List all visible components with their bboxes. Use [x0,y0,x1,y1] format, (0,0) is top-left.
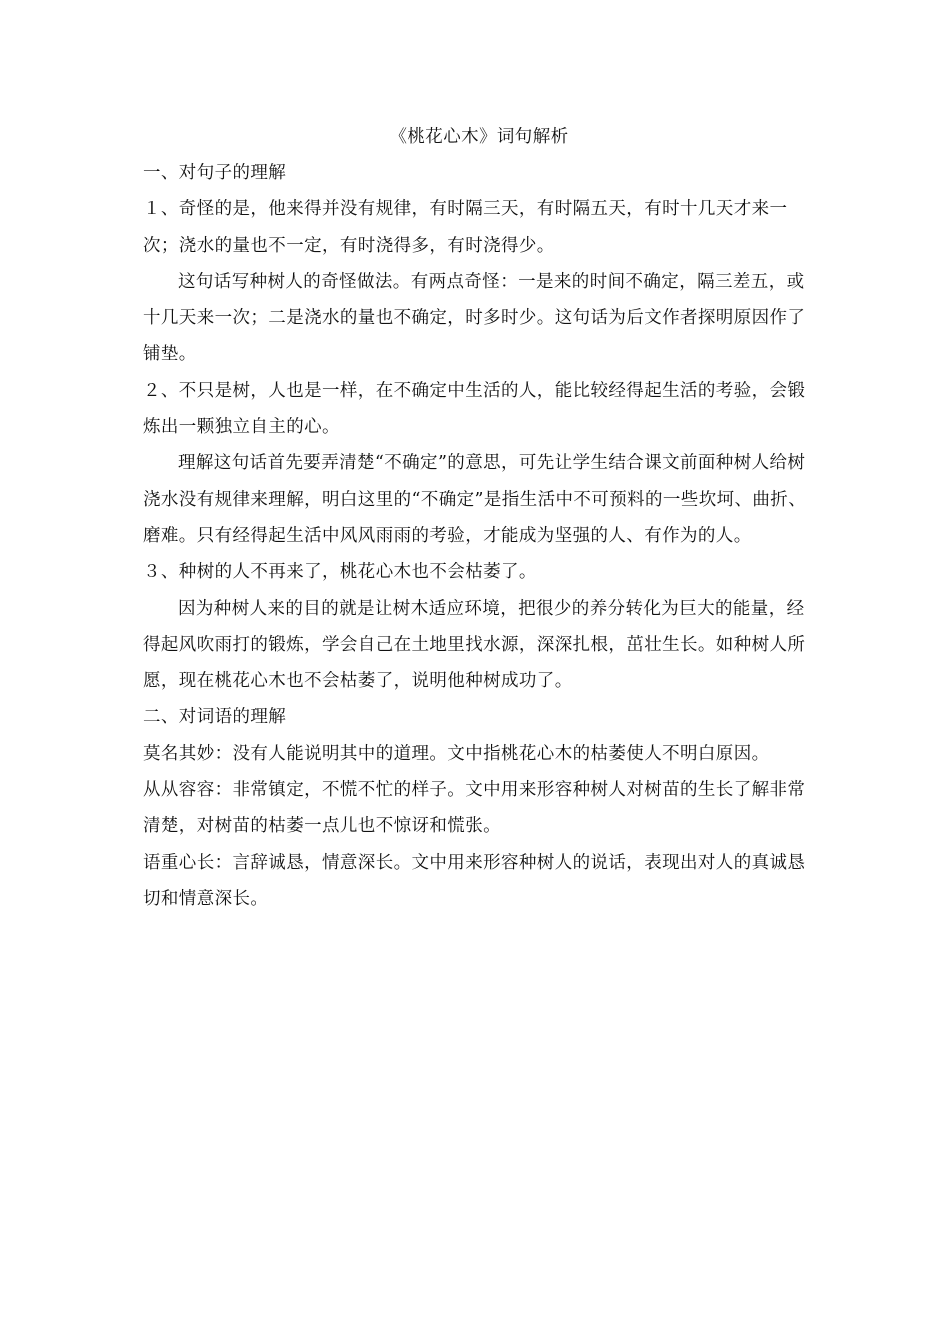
sentence-3: ３、种树的人不再来了，桃花心木也不会枯萎了。 [143,562,537,583]
document-body [143,123,815,917]
section-heading-sentences: 一、对句子的理解 [143,163,287,183]
word-item-3: 语重心长：言辞诚恳，情意深长。文中用来形容种树人的说话，表现出对人的真诚恳切和情意深长。 [143,852,806,909]
explanation-3: 因为种树人来的目的就是让树木适应环境，把很少的养分转化为巨大的能量，经得起风吹雨打的锻炼，学会自己在土地里找水源，深深扎根，茁壮生长。如种树人所愿，现在桃花心木也不会枯萎了，说明他种树成功了。 [143,598,806,692]
word-item-2: 从从容容：非常镇定，不慌不忙的样子。文中用来形容种树人对树苗的生长了解非常清楚，对树苗的枯萎一点儿也不惊讶和慌张。 [143,780,806,837]
explanation-2: 理解这句话首先要弄清楚“不确定”的意思，可先让学生结合课文前面种树人给树浇水没有规律来理解，明白这里的“不确定”是指生活中不可预料的一些坎坷、曲折、磨难。只有经得起生活中风风雨雨的考验，才能成为坚强的人、有作为的人。 [143,453,807,546]
sentence-2: ２、不只是树，人也是一样，在不确定中生活的人，能比较经得起生活的考验，会锻炼出一颗独立自主的心。 [143,380,806,438]
sentence-1: １、奇怪的是，他来得并没有规律，有时隔三天，有时隔五天，有时十几天才来一次；浇水的量也不一定，有时浇得多，有时浇得少。 [143,199,788,256]
word-item-1: 莫名其妙：没有人能说明其中的道理。文中指桃花心木的枯萎使人不明白原因。 [143,743,770,764]
document-title: 《桃花心木》词句解析 [389,127,569,147]
explanation-1: 这句话写种树人的奇怪做法。有两点奇怪：一是来的时间不确定，隔三差五，或十几天来一次；二是浇水的量也不确定，时多时少。这句话为后文作者探明原因作了铺垫。 [143,271,806,365]
section-heading-words: 二、对词语的理解 [143,707,287,728]
